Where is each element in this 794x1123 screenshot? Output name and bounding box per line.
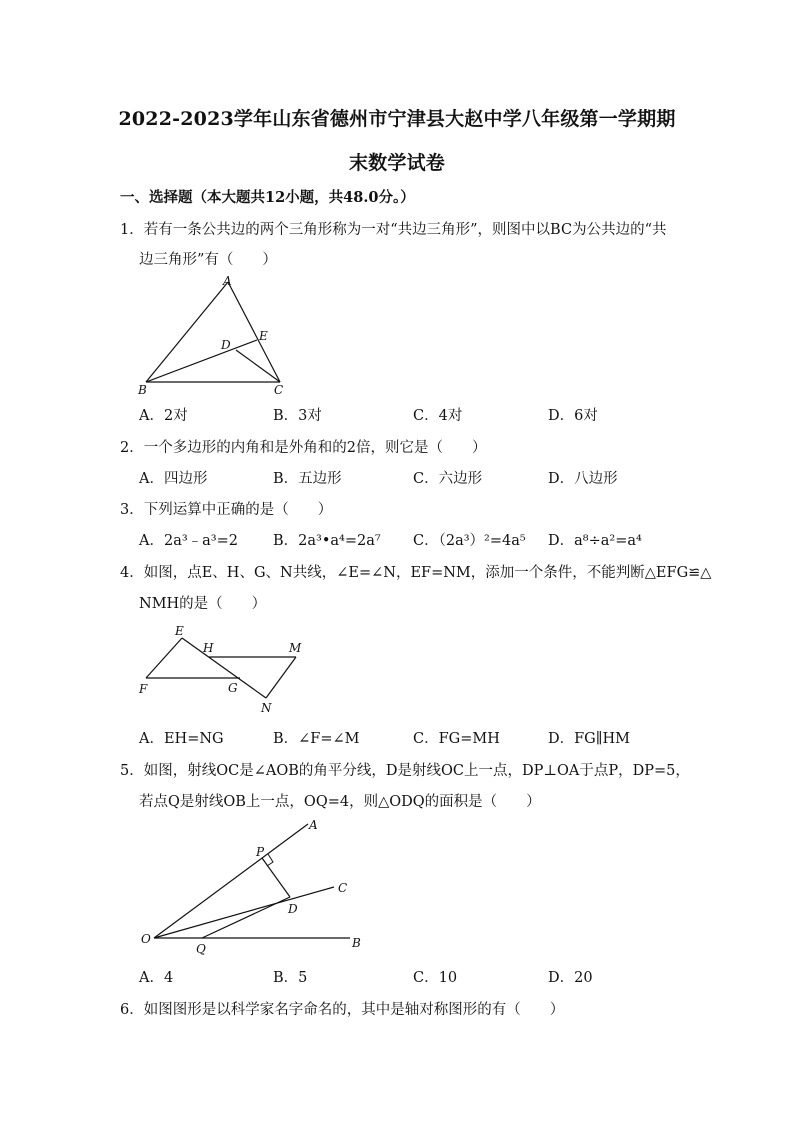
question-5-line1: 5．如图，射线OC是∠AOB的角平分线，D是射线OC上一点，DP⊥OA于点P，DP=5， [120,763,690,779]
label-o: O [141,932,151,946]
option-b[interactable]: B．五边形 [273,471,342,487]
segment-dp [262,858,290,897]
option-a[interactable]: A．四边形 [139,471,208,487]
option-b[interactable]: B．∠F=∠M [273,731,360,747]
question-1-line2: 边三角形”有（ ） [139,252,277,268]
figure-triangle-abc [130,270,300,400]
question-1-line1: 1．若有一条公共边的两个三角形称为一对“共边三角形”，则图中以BC为公共边的“共 [120,222,667,238]
option-b[interactable]: B．5 [273,970,308,986]
question-2-options [139,467,699,489]
segment-ac [228,282,280,382]
question-3-line1: 3．下列运算中正确的是（ ） [120,502,333,518]
option-d[interactable]: D．20 [548,970,593,986]
option-d[interactable]: D．八边形 [548,471,618,487]
label-a: A [223,274,232,288]
label-h: H [203,641,214,655]
label-c: C [274,383,284,397]
option-c[interactable]: C．六边形 [413,471,483,487]
label-d: D [288,902,298,916]
question-4-options [139,727,699,749]
question-3-options [139,529,699,551]
option-d[interactable]: D．FG∥HM [548,731,630,747]
option-b[interactable]: B．2a³•a⁴=2a⁷ [273,533,381,549]
figure-angle-bisector [136,812,376,962]
exam-title-line1: 2022-2023学年山东省德州市宁津县大赵中学八年级第一学期期 [118,108,676,130]
option-d[interactable]: D．6对 [548,408,598,424]
label-f: F [139,682,148,696]
label-d: D [221,338,231,352]
option-a[interactable]: A．EH=NG [139,731,224,747]
option-a[interactable]: A．4 [139,970,174,986]
label-b: B [352,936,361,950]
question-2-line1: 2．一个多边形的内角和是外角和的2倍，则它是（ ） [120,440,487,456]
label-a: A [309,818,318,832]
section-heading: 一、选择题（本大题共12小题，共48.0分。） [120,189,415,206]
figure-overlapping-triangles [134,620,314,720]
label-e: E [175,624,184,638]
label-c: C [338,881,348,895]
segment-en [182,638,266,698]
segment-mn [266,657,296,698]
option-c[interactable]: C．（2a³）²=4a⁵ [413,533,526,549]
label-m: M [289,641,302,655]
exam-title-line2: 末数学试卷 [348,152,445,174]
ray-oc [154,887,334,938]
option-b[interactable]: B．3对 [273,408,322,424]
segment-dq [202,897,290,938]
option-c[interactable]: C．FG=MH [413,731,500,747]
label-b: B [138,383,147,397]
question-1-options [139,404,699,426]
ray-oa [154,824,308,938]
label-p: P [256,845,265,859]
label-q: Q [196,942,206,956]
option-a[interactable]: A．2a³﹣a³=2 [139,533,238,549]
label-e: E [259,329,268,343]
segment-ef [146,638,182,678]
question-4-line2: NMH的是（ ） [139,596,267,612]
option-a[interactable]: A．2对 [139,408,188,424]
right-angle-mark [267,854,273,866]
question-5-options [139,966,699,988]
question-6-line1: 6．如图图形是以科学家名字命名的，其中是轴对称图形的有（ ） [120,1002,565,1018]
question-5-line2: 若点Q是射线OB上一点，OQ=4，则△ODQ的面积是（ ） [139,794,541,810]
label-n: N [261,701,272,715]
option-c[interactable]: C．10 [413,970,458,986]
question-4-line1: 4．如图，点E、H、G、N共线，∠E=∠N，EF=NM，添加一个条件，不能判断△EFG≌△ [120,565,712,581]
option-d[interactable]: D．a⁸÷a²=a⁴ [548,533,642,549]
option-c[interactable]: C．4对 [413,408,463,424]
segment-dc [236,350,280,382]
label-g: G [228,681,238,695]
